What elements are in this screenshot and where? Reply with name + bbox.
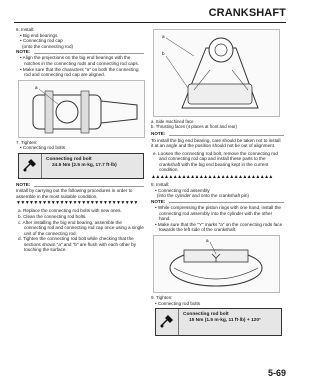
torque-spec-box — [155, 308, 282, 336]
figure-label-a: a — [162, 34, 165, 39]
header-rule — [14, 22, 286, 23]
figure-label-a: a — [206, 237, 209, 243]
step-8-subnote: (into the cylinder and onto the crankshaft pin) — [157, 193, 249, 199]
spec-value: 15 Nm (1.5 m·kg, 11 ft·lb) + 120° — [189, 318, 261, 324]
step-8-item: • Connecting rod assembly — [155, 187, 210, 193]
step-9-item: • Connecting rod bolts — [155, 300, 201, 306]
left-column — [16, 27, 144, 253]
rod-faces-illustration — [154, 30, 279, 116]
step-9: 9. Tighten: — [151, 294, 173, 300]
torque-spec-box — [18, 153, 144, 179]
connecting-rod-illustration — [19, 81, 144, 137]
page-header-title: CRANKSHAFT — [208, 7, 286, 19]
torque-wrench-icon — [19, 154, 42, 178]
note-item: • Make sure that the characters "a" on both the connecting rod and connecting rod cap are aligned. — [20, 66, 139, 78]
note-item: • Align the projections on the big end bearings with the notches in the connecting rods and connecting rod caps. — [20, 55, 139, 67]
note-rule — [34, 186, 144, 187]
step-7-item: • Connecting rod bolts — [20, 145, 66, 151]
procedure-step: b. Clean the connecting rod bolts. — [18, 213, 87, 219]
spec-value: 24.5 Nm (2.5 m·kg, 17.7 ft·lb) — [52, 163, 117, 169]
figure-y-marks — [153, 235, 280, 293]
note-heading: NOTE: — [151, 131, 166, 137]
procedure-start-arrows: ▼▼▼▼▼▼▼▼▼▼▼▼▼▼▼▼▼▼▼▼▼▼▼▼▼▼▼▼ — [16, 200, 138, 207]
page-number: 5-69 — [267, 368, 286, 378]
procedure-step: c. After installing the big end bearing, assemble the connecting rod and connecting rod cap once using a single unit of the connecting rod. — [18, 219, 144, 236]
note-rule — [34, 53, 144, 54]
procedure-step: e. Loosen the connecting rod bolt, remove the connecting rod and connecting rod cap and install these parts to the crankshaft with the big end bearing kept in the current condition. — [153, 150, 278, 173]
figure-caption: b. Thrusting faces (4 places at front and rear) — [151, 124, 237, 130]
torque-wrench-icon — [156, 309, 179, 335]
step-6-item: • Big end bearings — [20, 32, 58, 38]
figure-connecting-rod-cap — [18, 80, 145, 138]
figure-caption: a. Side machined face — [151, 119, 194, 124]
figure-label-a: a — [35, 84, 38, 90]
step-6-subnote: (onto the connecting rod) — [22, 43, 74, 49]
note-item: • While compressing the piston rings with one hand, install the connecting rod assembly into the cylinder with the other hand. — [155, 204, 281, 222]
spec-title: Connecting rod bolt — [183, 312, 229, 318]
note-text: To install the big end bearing, care should be taken not to install it at an angle and the position should not be out of alignment. — [151, 137, 281, 149]
note-heading: NOTE: — [151, 198, 166, 204]
procedure-step: a. Replace the connecting rod bolts with new ones. — [18, 208, 122, 214]
note-rule — [169, 135, 284, 136]
note-text: Install by carrying out the following procedures in order to assemble in the most suitable condition. — [16, 188, 133, 199]
procedure-step: d. Tighten the connecting rod bolt while checking that the sections shown "a" and "b" are flush with each other by touching the surface. — [18, 236, 136, 253]
note-heading: NOTE: — [16, 49, 31, 55]
step-6-item: • Connecting rod cap — [20, 38, 63, 44]
step-7: 7. Tighten: — [16, 139, 38, 145]
y-mark-illustration — [154, 236, 279, 292]
figure-label-b: b — [162, 51, 165, 56]
step-6: 6. Install: — [16, 27, 35, 32]
note-heading: NOTE: — [16, 182, 31, 188]
spec-title: Connecting rod bolt — [46, 157, 92, 163]
procedure-end-arrows: ▲▲▲▲▲▲▲▲▲▲▲▲▲▲▲▲▲▲▲▲▲▲▲▲▲▲▲▲ — [151, 174, 273, 181]
right-column — [151, 27, 284, 339]
note-item: • Make sure that the "Y" marks "a" on the connecting rods face towards the left side of the crankshaft. — [155, 221, 283, 233]
step-8: 8. Install: — [151, 182, 170, 188]
note-rule — [169, 202, 284, 203]
figure-connecting-rod-faces — [153, 29, 280, 117]
